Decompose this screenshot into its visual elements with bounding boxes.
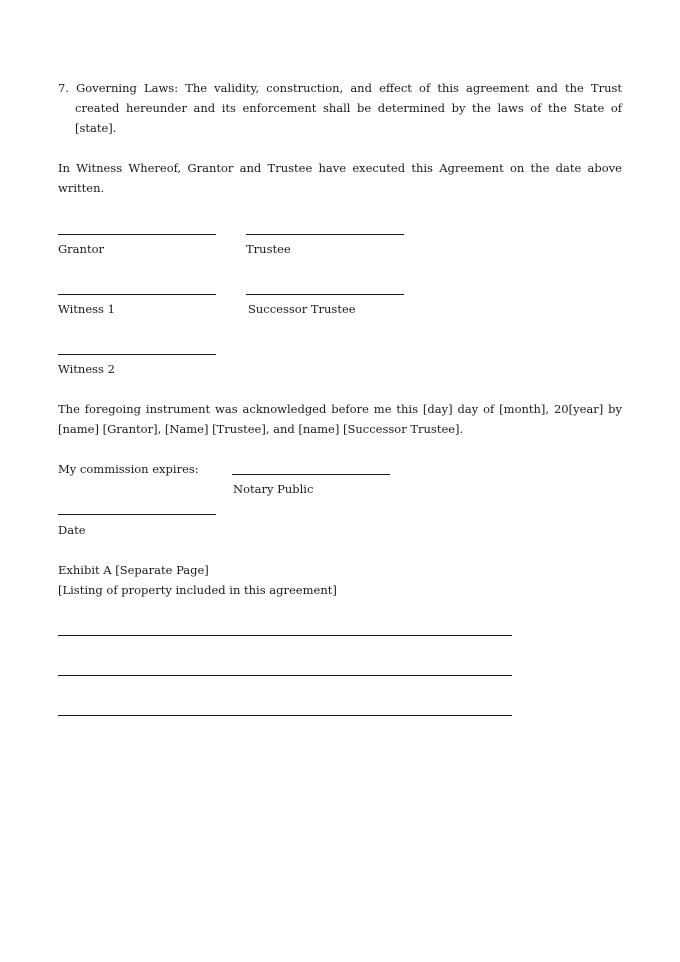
property-listing-line (58, 715, 512, 716)
witness2-label: Witness 2 (58, 362, 115, 376)
grantor-signature-line (58, 234, 216, 235)
property-listing-line (58, 675, 512, 676)
notary-signature-line (232, 474, 390, 475)
notary-public-label: Notary Public (233, 482, 314, 496)
grantor-label: Grantor (58, 242, 104, 256)
trustee-signature-line (246, 234, 404, 235)
clause-governing-laws: 7. Governing Laws: The validity, construction, and effect of this agreement and the Trust created hereunder and its enforcement shall be determined by the laws of the State of [state]. (58, 81, 622, 135)
successor-trustee-label: Successor Trustee (248, 302, 356, 316)
witness2-signature-line (58, 354, 216, 355)
date-label: Date (58, 523, 86, 537)
witness1-signature-line (58, 294, 216, 295)
witness-whereof-paragraph: In Witness Whereof, Grantor and Trustee have executed this Agreement on the date above written. (58, 161, 622, 195)
property-listing-line (58, 635, 512, 636)
successor-trustee-signature-line (246, 294, 404, 295)
witness1-label: Witness 1 (58, 302, 115, 316)
date-signature-line (58, 514, 216, 515)
exhibit-title: Exhibit A [Separate Page] (58, 563, 209, 577)
commission-expires-label: My commission expires: (58, 462, 199, 476)
acknowledgement-paragraph: The foregoing instrument was acknowledged before me this [day] day of [month], 20[year] by [name] [Grantor], [Name] [Trustee], and [name] [Successor Trustee]. (58, 402, 622, 436)
exhibit-subtitle: [Listing of property included in this agreement] (58, 583, 337, 597)
trustee-label: Trustee (246, 242, 291, 256)
